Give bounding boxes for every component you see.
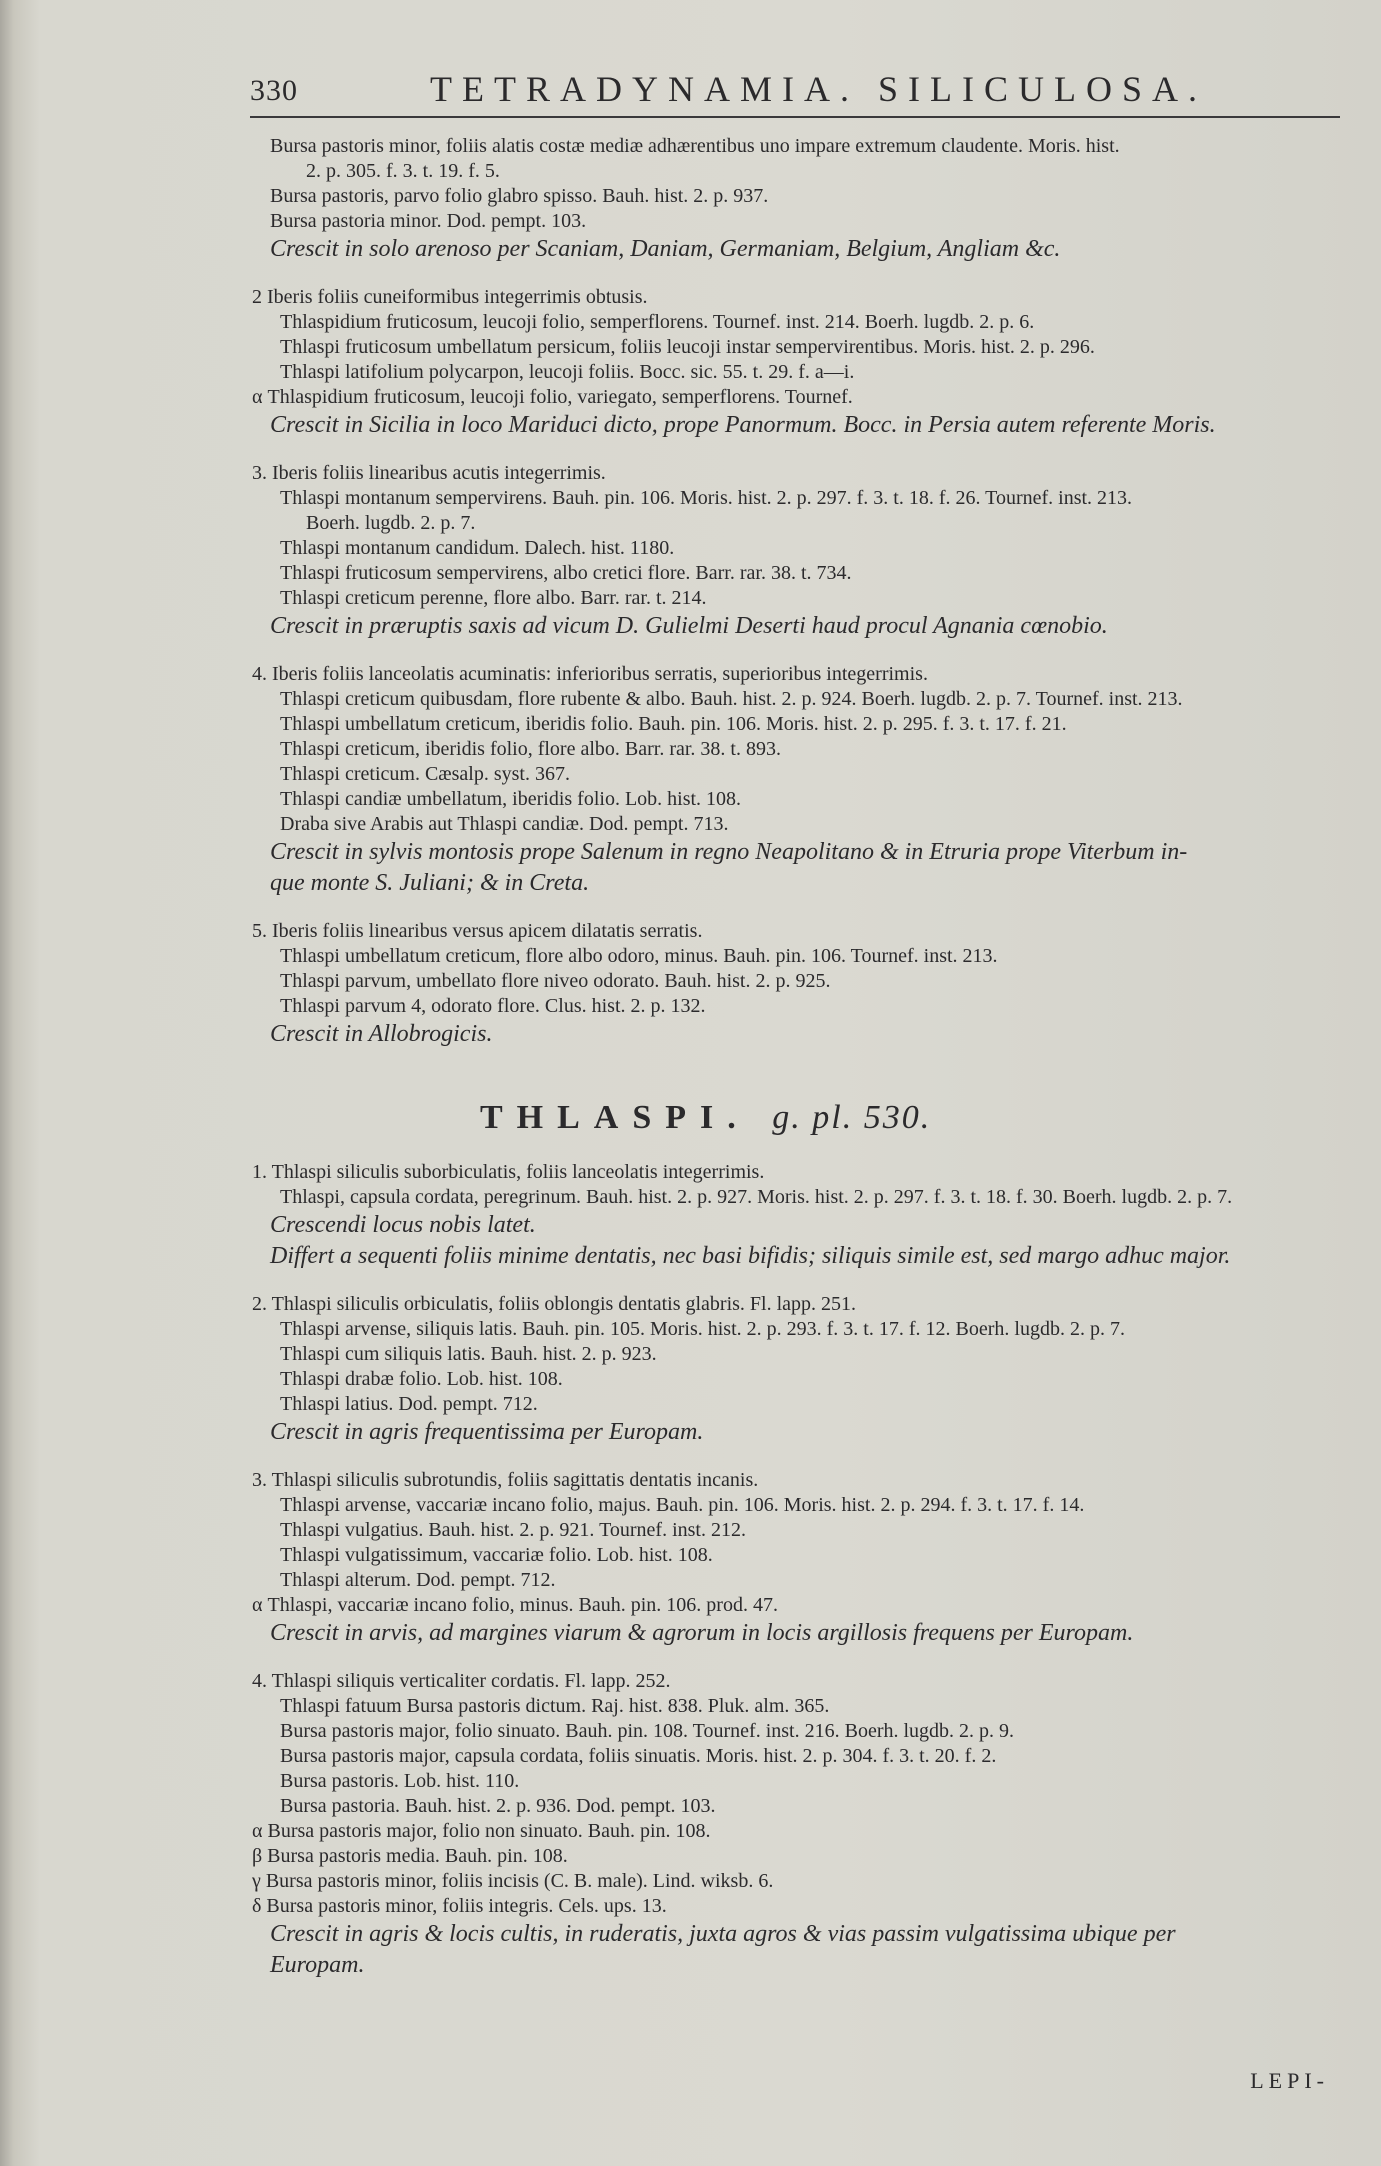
- synonym-line: Thlaspi parvum, umbellato flore niveo odorato. Bauh. hist. 2. p. 925.: [280, 970, 831, 992]
- species-diagnosis: 5. Iberis foliis linearibus versus apicem dilatatis serratis.: [252, 920, 703, 942]
- synonym-line: Thlaspi creticum, iberidis folio, flore albo. Barr. rar. 38. t. 893.: [280, 738, 781, 760]
- synonym-line: Thlaspi vulgatissimum, vaccariæ folio. Lob. hist. 108.: [280, 1544, 713, 1566]
- spacer: [270, 1272, 1340, 1292]
- locality-line: Crescit in agris frequentissima per Europam.: [270, 1419, 704, 1445]
- synonym-line: Thlaspi arvense, vaccariæ incano folio, majus. Bauh. pin. 106. Moris. hist. 2. p. 294. f. 3. t. 17. f. 14.: [280, 1494, 1085, 1516]
- species-diagnosis: 3. Iberis foliis linearibus acutis integerrimis.: [252, 462, 606, 484]
- locality-line: Crescit in præruptis saxis ad vicum D. Gulielmi Deserti haud procul Agnania cœnobio.: [270, 613, 1108, 639]
- note-line: Differt a sequenti foliis minime dentatis, nec basi bifidis; siliquis simile est, sed margo adhuc major.: [270, 1243, 1231, 1269]
- synonym-line: Thlaspi drabæ folio. Lob. hist. 108.: [280, 1368, 563, 1390]
- locality-line: Crescit in solo arenoso per Scaniam, Daniam, Germaniam, Belgium, Angliam &c.: [270, 236, 1061, 262]
- species-entry: [252, 1669, 1340, 1981]
- synonym-line: Bursa pastoris, parvo folio glabro spisso. Bauh. hist. 2. p. 937.: [270, 185, 769, 207]
- synonym-line: Thlaspi montanum sempervirens. Bauh. pin. 106. Moris. hist. 2. p. 297. f. 3. t. 18. f. 26. Tournef. inst. 213.: [280, 487, 1133, 509]
- page-header: [250, 62, 1340, 118]
- synonym-line: Bursa pastoris major, folio sinuato. Bauh. pin. 108. Tournef. inst. 216. Boerh. lugdb. 2. p. 9.: [280, 1720, 1015, 1742]
- synonym-line: Boerh. lugdb. 2. p. 7.: [306, 512, 476, 534]
- species-entry: [252, 919, 1340, 1050]
- species-diagnosis: 4. Iberis foliis lanceolatis acuminatis: inferioribus serratis, superioribus integerrimis.: [252, 663, 928, 685]
- synonym-line: Thlaspi cum siliquis latis. Bauh. hist. 2. p. 923.: [280, 1343, 657, 1365]
- synonym-line: Thlaspi creticum. Cæsalp. syst. 367.: [280, 763, 570, 785]
- synonym-line: Bursa pastoris minor, foliis alatis costæ mediæ adhærentibus uno impare extremum claudente. Moris. hist.: [270, 135, 1120, 157]
- synonym-line: Bursa pastoris major, capsula cordata, foliis sinuatis. Moris. hist. 2. p. 304. f. 3. t. 20. f. 2.: [280, 1745, 997, 1767]
- genus-name: THLASPI.: [480, 1099, 750, 1136]
- synonym-line: Thlaspidium fruticosum, leucoji folio, semperflorens. Tournef. inst. 214. Boerh. lugdb. 2. p. 6.: [280, 311, 1035, 333]
- species-entry: [270, 134, 1340, 265]
- species-diagnosis: 4. Thlaspi siliquis verticaliter cordatis. Fl. lapp. 252.: [252, 1670, 671, 1692]
- spacer: [270, 1140, 1340, 1160]
- synonym-line: Thlaspi latifolium polycarpon, leucoji foliis. Bocc. sic. 55. t. 29. f. a—i.: [280, 361, 855, 383]
- locality-line: Crescit in agris & locis cultis, in ruderatis, juxta agros & vias passim vulgatissima ubique per: [270, 1921, 1176, 1947]
- variety-line: δ Bursa pastoris minor, foliis integris. Cels. ups. 13.: [252, 1895, 667, 1917]
- species-entry: [252, 461, 1340, 642]
- synonym-line: Thlaspi vulgatius. Bauh. hist. 2. p. 921. Tournef. inst. 212.: [280, 1519, 746, 1541]
- variety-line: β Bursa pastoris media. Bauh. pin. 108.: [252, 1845, 568, 1867]
- synonym-line: Thlaspi umbellatum creticum, flore albo odoro, minus. Bauh. pin. 106. Tournef. inst. 213.: [280, 945, 998, 967]
- locality-line: Europam.: [270, 1952, 365, 1978]
- synonym-line: Thlaspi montanum candidum. Dalech. hist. 1180.: [280, 537, 675, 559]
- locality-line: Crescit in arvis, ad margines viarum & agrorum in locis argillosis frequens per Europam.: [270, 1620, 1134, 1646]
- synonym-line: Thlaspi candiæ umbellatum, iberidis folio. Lob. hist. 108.: [280, 788, 742, 810]
- genus-reference: g. pl. 530.: [772, 1099, 932, 1136]
- locality-line: Crescit in Sicilia in loco Mariduci dicto, prope Panormum. Bocc. in Persia autem referente Moris.: [270, 412, 1216, 438]
- synonym-line: Bursa pastoria. Bauh. hist. 2. p. 936. Dod. pempt. 103.: [280, 1795, 716, 1817]
- synonym-line: Thlaspi fruticosum umbellatum persicum, foliis leucoji instar sempervirentibus. Moris. hist. 2. p. 296.: [280, 336, 1095, 358]
- spacer: [270, 441, 1340, 461]
- variety-line: α Thlaspi, vaccariæ incano folio, minus. Bauh. pin. 106. prod. 47.: [252, 1594, 778, 1616]
- variety-line: γ Bursa pastoris minor, foliis incisis (C. B. male). Lind. wiksb. 6.: [252, 1870, 774, 1892]
- synonym-line: Bursa pastoris. Lob. hist. 110.: [280, 1770, 520, 1792]
- synonym-line: Thlaspi creticum quibusdam, flore rubente & albo. Bauh. hist. 2. p. 924. Boerh. lugdb. 2. p. 7. Tournef. inst. 213.: [280, 688, 1183, 710]
- synonym-line: Thlaspi creticum perenne, flore albo. Barr. rar. t. 214.: [280, 587, 707, 609]
- species-diagnosis: 2. Thlaspi siliculis orbiculatis, foliis oblongis dentatis glabris. Fl. lapp. 251.: [252, 1293, 857, 1315]
- variety-line: α Thlaspidium fruticosum, leucoji folio, variegato, semperflorens. Tournef.: [252, 386, 853, 408]
- synonym-line: Bursa pastoria minor. Dod. pempt. 103.: [270, 210, 587, 232]
- locality-line: Crescendi locus nobis latet.: [270, 1212, 536, 1238]
- running-title: TETRADYNAMIA. SILICULOSA.: [430, 69, 1207, 109]
- species-entry: [252, 662, 1340, 899]
- synonym-line: Thlaspi parvum 4, odorato flore. Clus. hist. 2. p. 132.: [280, 995, 706, 1017]
- genus-heading: [270, 1096, 1340, 1140]
- synonym-line: Thlaspi umbellatum creticum, iberidis folio. Bauh. pin. 106. Moris. hist. 2. p. 295. f. 3. t. 17. f. 21.: [280, 713, 1067, 735]
- synonym-line: Thlaspi, capsula cordata, peregrinum. Bauh. hist. 2. p. 927. Moris. hist. 2. p. 297. f. 3. t. 18. f. 30. Boerh. lugdb. 2. p. 7.: [280, 1186, 1233, 1208]
- synonym-line: 2. p. 305. f. 3. t. 19. f. 5.: [306, 160, 500, 182]
- synonym-line: Thlaspi fruticosum sempervirens, albo cretici flore. Barr. rar. 38. t. 734.: [280, 562, 852, 584]
- locality-line: Crescit in Allobrogicis.: [270, 1021, 493, 1047]
- spacer: [270, 642, 1340, 662]
- synonym-line: Thlaspi fatuum Bursa pastoris dictum. Raj. hist. 838. Pluk. alm. 365.: [280, 1695, 830, 1717]
- species-diagnosis: 3. Thlaspi siliculis subrotundis, foliis sagittatis dentatis incanis.: [252, 1469, 759, 1491]
- spacer: [270, 265, 1340, 285]
- page-content: [252, 134, 1340, 1981]
- spacer: [270, 899, 1340, 919]
- species-entry: [252, 1292, 1340, 1448]
- spacer: [270, 1448, 1340, 1468]
- locality-line: Crescit in sylvis montosis prope Salenum in regno Neapolitano & in Etruria prope Viterbum in-: [270, 839, 1188, 865]
- species-entry: [252, 285, 1340, 441]
- page-number: 330: [250, 74, 298, 107]
- spacer: [270, 1649, 1340, 1669]
- species-diagnosis: 1. Thlaspi siliculis suborbiculatis, foliis lanceolatis integerrimis.: [252, 1161, 765, 1183]
- variety-line: α Bursa pastoris major, folio non sinuato. Bauh. pin. 108.: [252, 1820, 711, 1842]
- catchword: LEPI-: [1250, 2068, 1329, 2093]
- synonym-line: Thlaspi alterum. Dod. pempt. 712.: [280, 1569, 556, 1591]
- synonym-line: Draba sive Arabis aut Thlaspi candiæ. Dod. pempt. 713.: [280, 813, 729, 835]
- locality-line: que monte S. Juliani; & in Creta.: [270, 870, 590, 896]
- species-entry: [252, 1160, 1340, 1272]
- spacer: [270, 1050, 1340, 1096]
- species-entry: [252, 1468, 1340, 1649]
- synonym-line: Thlaspi arvense, siliquis latis. Bauh. pin. 105. Moris. hist. 2. p. 293. f. 3. t. 17. f. 12. Boerh. lugdb. 2. p. 7.: [280, 1318, 1125, 1340]
- synonym-line: Thlaspi latius. Dod. pempt. 712.: [280, 1393, 538, 1415]
- species-diagnosis: 2 Iberis foliis cuneiformibus integerrimis obtusis.: [252, 286, 648, 308]
